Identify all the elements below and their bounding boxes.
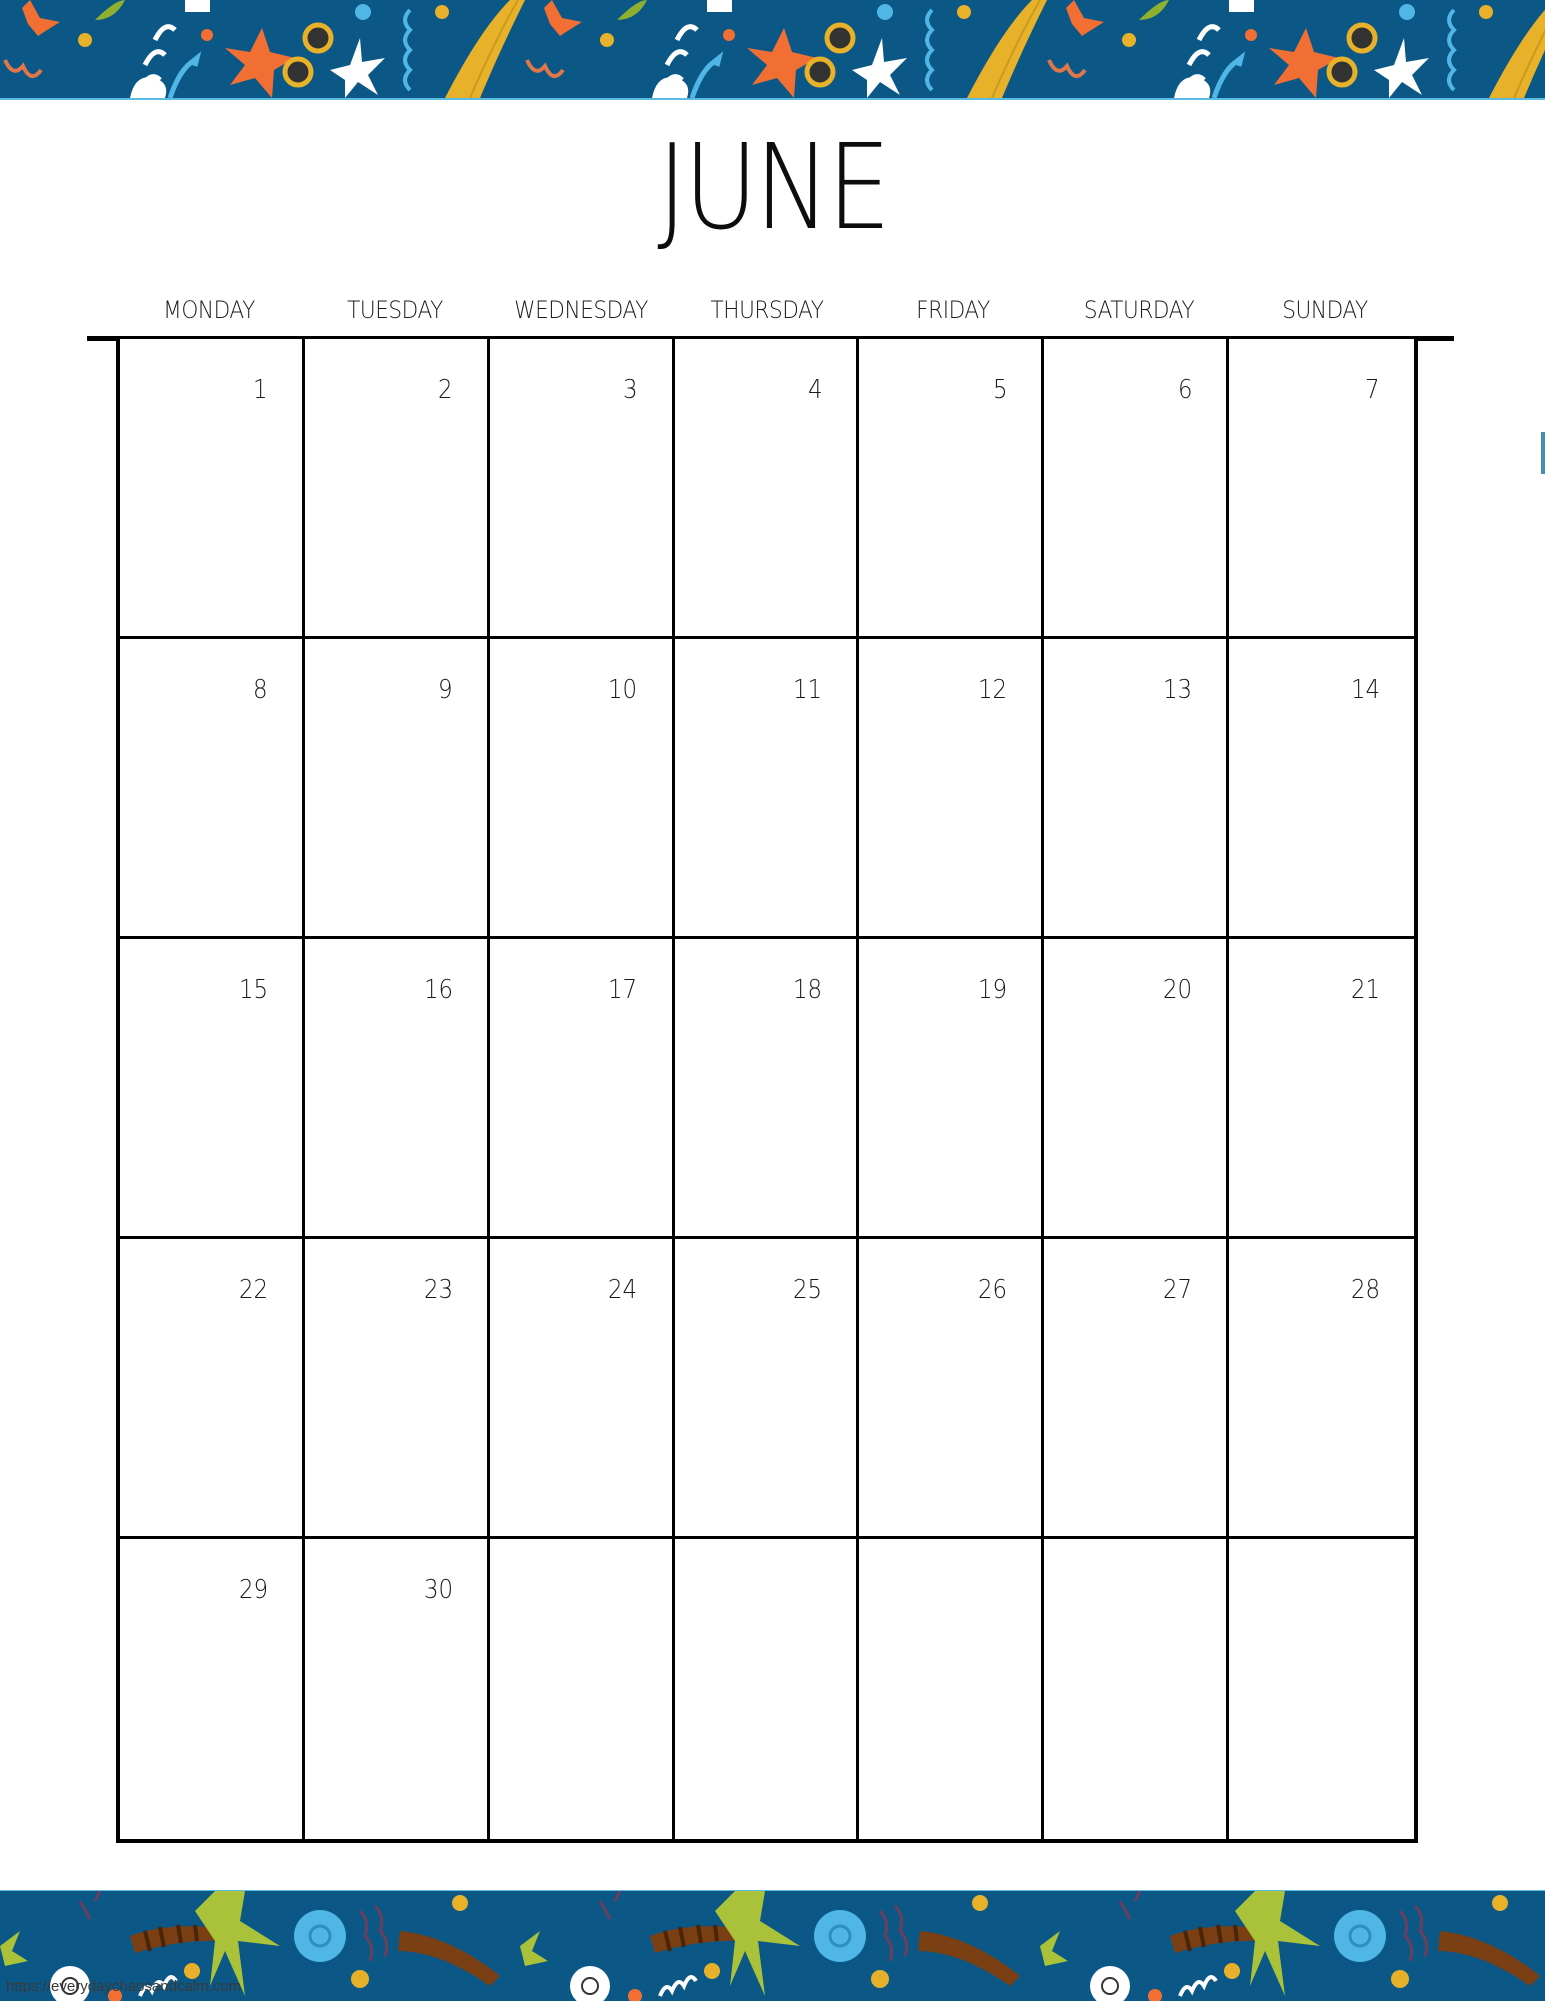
day-cell[interactable]: [305, 1239, 490, 1539]
day-cell[interactable]: [305, 1539, 490, 1839]
day-number: 2: [438, 375, 453, 405]
day-cell[interactable]: [120, 339, 305, 639]
day-cell[interactable]: [120, 1539, 305, 1839]
day-cell[interactable]: [1229, 939, 1414, 1239]
day-number: 8: [253, 675, 268, 705]
footer-url[interactable]: https://everydaychaosandcalm.com: [6, 1978, 242, 1995]
beach-pattern-icon: [0, 0, 1545, 98]
day-number: 4: [807, 375, 823, 405]
weekday-monday: MONDAY: [163, 296, 255, 324]
day-cell[interactable]: [120, 1239, 305, 1539]
empty-day-cell[interactable]: [490, 1539, 675, 1839]
day-number: 10: [608, 675, 638, 705]
day-cell[interactable]: [1044, 1239, 1229, 1539]
day-number: 17: [608, 975, 638, 1005]
day-cell[interactable]: [675, 639, 860, 939]
day-cell[interactable]: [859, 639, 1044, 939]
day-cell[interactable]: [490, 339, 675, 639]
empty-day-cell[interactable]: [1229, 1539, 1414, 1839]
day-number: 15: [238, 975, 268, 1005]
day-number: 22: [238, 1275, 268, 1305]
empty-day-cell[interactable]: [675, 1539, 860, 1839]
day-number: 7: [1365, 375, 1380, 405]
calendar-grid: [116, 339, 1418, 1843]
day-cell[interactable]: [859, 1239, 1044, 1539]
day-cell[interactable]: [675, 1239, 860, 1539]
day-number: 19: [978, 975, 1008, 1005]
day-number: 13: [1163, 675, 1193, 705]
day-cell[interactable]: [120, 639, 305, 939]
day-number: 28: [1350, 1275, 1380, 1305]
weekday-sunday: SUNDAY: [1282, 296, 1368, 324]
day-cell[interactable]: [1229, 1239, 1414, 1539]
day-cell[interactable]: [1229, 639, 1414, 939]
day-number: 21: [1350, 975, 1380, 1005]
day-cell[interactable]: [490, 639, 675, 939]
weekday-header: [116, 296, 1418, 324]
day-cell[interactable]: [675, 339, 860, 639]
day-cell[interactable]: [675, 939, 860, 1239]
day-number: 26: [978, 1275, 1008, 1305]
day-number: 5: [992, 375, 1008, 405]
day-cell[interactable]: [1044, 939, 1229, 1239]
weekday-wednesday: WEDNESDAY: [514, 296, 648, 324]
day-number: 12: [978, 675, 1008, 705]
weekday-friday: FRIDAY: [916, 296, 990, 324]
top-decorative-band: [0, 0, 1545, 100]
day-cell[interactable]: [120, 939, 305, 1239]
edge-artifact: [1541, 432, 1545, 474]
weekday-tuesday: TUESDAY: [347, 296, 443, 324]
day-number: 20: [1163, 975, 1193, 1005]
day-number: 9: [438, 675, 453, 705]
day-number: 3: [623, 375, 638, 405]
day-cell[interactable]: [1044, 339, 1229, 639]
day-cell[interactable]: [490, 1239, 675, 1539]
day-number: 24: [608, 1275, 638, 1305]
weekday-saturday: SATURDAY: [1083, 296, 1195, 324]
empty-day-cell[interactable]: [859, 1539, 1044, 1839]
day-cell[interactable]: [1229, 339, 1414, 639]
day-number: 27: [1163, 1275, 1193, 1305]
day-number: 29: [238, 1575, 268, 1605]
day-cell[interactable]: [305, 639, 490, 939]
day-number: 1: [253, 375, 268, 405]
month-title: JUNE: [657, 118, 888, 256]
day-number: 11: [793, 675, 823, 705]
day-cell[interactable]: [859, 339, 1044, 639]
day-number: 6: [1177, 375, 1193, 405]
weekday-thursday: THURSDAY: [710, 296, 824, 324]
day-cell[interactable]: [859, 939, 1044, 1239]
day-cell[interactable]: [305, 939, 490, 1239]
day-cell[interactable]: [305, 339, 490, 639]
day-cell[interactable]: [1044, 639, 1229, 939]
day-number: 25: [793, 1275, 823, 1305]
empty-day-cell[interactable]: [1044, 1539, 1229, 1839]
day-number: 14: [1350, 675, 1380, 705]
day-number: 16: [423, 975, 453, 1005]
day-cell[interactable]: [490, 939, 675, 1239]
day-number: 18: [793, 975, 823, 1005]
day-number: 30: [423, 1575, 453, 1605]
day-number: 23: [423, 1275, 453, 1305]
